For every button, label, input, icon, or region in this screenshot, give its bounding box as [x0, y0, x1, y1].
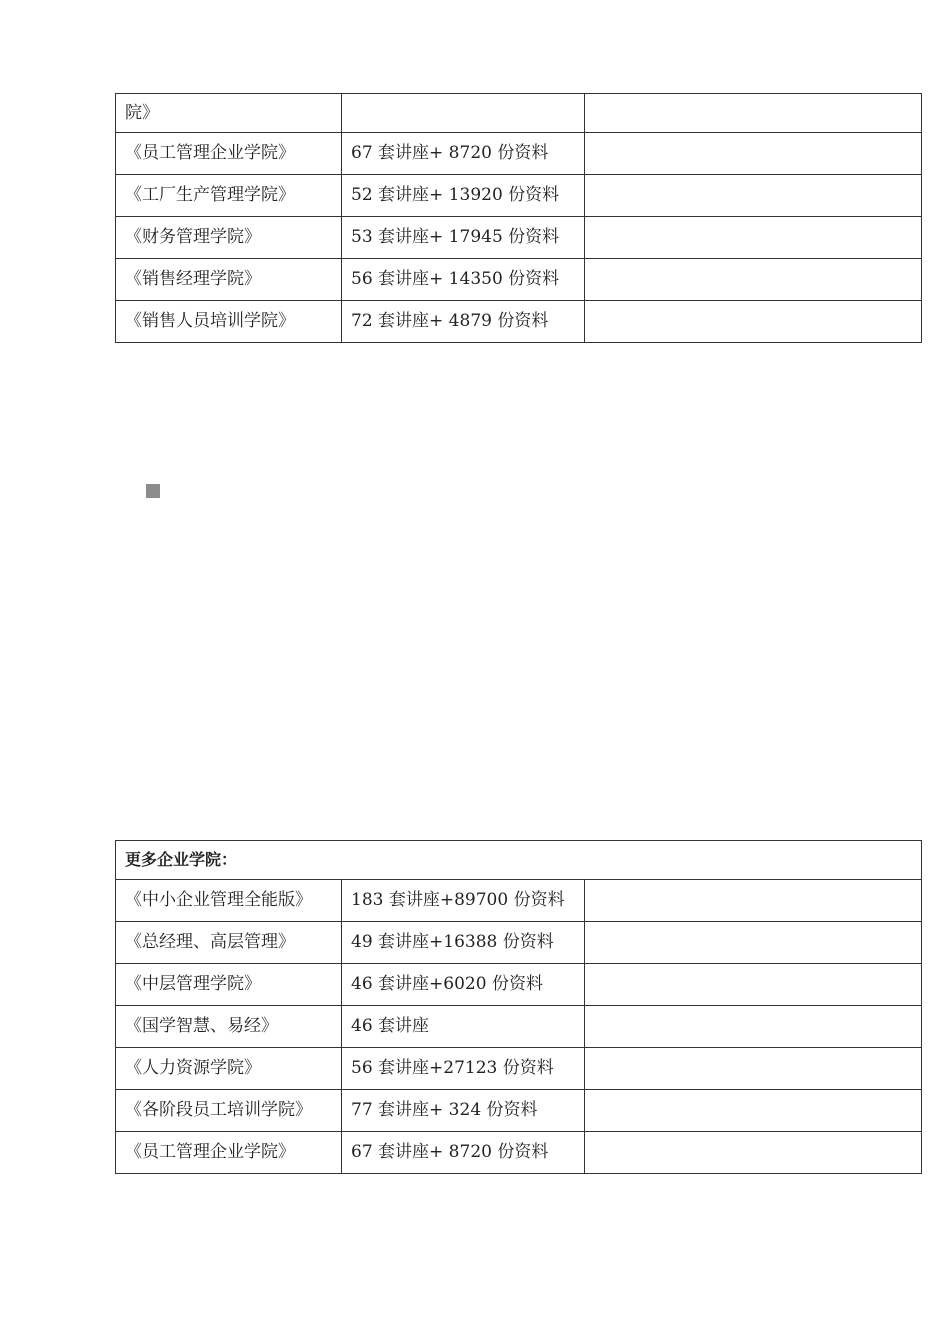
academy-name-cell: 《中层管理学院》	[116, 964, 342, 1006]
academy-detail-cell: 77 套讲座+ 324 份资料	[342, 1090, 585, 1132]
academy-extra-cell	[585, 1090, 922, 1132]
academy-detail-cell: 67 套讲座+ 8720 份资料	[342, 1132, 585, 1174]
academy-name-cell: 《员工管理企业学院》	[116, 133, 342, 175]
academy-name-cell: 《国学智慧、易经》	[116, 1006, 342, 1048]
academy-name-cell: 院》	[116, 94, 342, 133]
academy-detail-cell: 183 套讲座+89700 份资料	[342, 880, 585, 922]
academy-name-cell: 《销售人员培训学院》	[116, 301, 342, 343]
table-row	[116, 133, 922, 175]
table-row	[116, 922, 922, 964]
academy-name-cell: 《销售经理学院》	[116, 259, 342, 301]
table-row	[116, 964, 922, 1006]
academy-detail-cell: 72 套讲座+ 4879 份资料	[342, 301, 585, 343]
table-row	[116, 1006, 922, 1048]
academy-name-cell: 《总经理、高层管理》	[116, 922, 342, 964]
academy-detail-cell: 52 套讲座+ 13920 份资料	[342, 175, 585, 217]
academy-detail-cell	[342, 94, 585, 133]
academy-extra-cell	[585, 301, 922, 343]
academy-table-bottom	[115, 840, 922, 1174]
academy-extra-cell	[585, 94, 922, 133]
table-row	[116, 880, 922, 922]
academy-name-cell: 《各阶段员工培训学院》	[116, 1090, 342, 1132]
academy-detail-cell: 56 套讲座+ 14350 份资料	[342, 259, 585, 301]
academy-name-cell: 《人力资源学院》	[116, 1048, 342, 1090]
table-row	[116, 1132, 922, 1174]
academy-extra-cell	[585, 964, 922, 1006]
academy-name-cell: 《财务管理学院》	[116, 217, 342, 259]
academy-detail-cell: 56 套讲座+27123 份资料	[342, 1048, 585, 1090]
academy-detail-cell: 67 套讲座+ 8720 份资料	[342, 133, 585, 175]
more-academies-heading: 更多企业学院：	[116, 841, 922, 880]
academy-table-top	[115, 93, 922, 343]
academy-extra-cell	[585, 880, 922, 922]
square-bullet-icon	[146, 484, 160, 498]
academy-extra-cell	[585, 259, 922, 301]
academy-extra-cell	[585, 217, 922, 259]
academy-extra-cell	[585, 175, 922, 217]
table-row	[116, 301, 922, 343]
academy-extra-cell	[585, 1006, 922, 1048]
academy-detail-cell: 46 套讲座	[342, 1006, 585, 1048]
table-row	[116, 94, 922, 133]
table-row	[116, 259, 922, 301]
table-row	[116, 175, 922, 217]
academy-name-cell: 《中小企业管理全能版》	[116, 880, 342, 922]
academy-name-cell: 《员工管理企业学院》	[116, 1132, 342, 1174]
table-row	[116, 1090, 922, 1132]
academy-detail-cell: 49 套讲座+16388 份资料	[342, 922, 585, 964]
academy-extra-cell	[585, 1132, 922, 1174]
academy-detail-cell: 46 套讲座+6020 份资料	[342, 964, 585, 1006]
academy-name-cell: 《工厂生产管理学院》	[116, 175, 342, 217]
academy-extra-cell	[585, 133, 922, 175]
table-row	[116, 1048, 922, 1090]
academy-extra-cell	[585, 922, 922, 964]
academy-extra-cell	[585, 1048, 922, 1090]
table-header-row	[116, 841, 922, 880]
table-row	[116, 217, 922, 259]
academy-detail-cell: 53 套讲座+ 17945 份资料	[342, 217, 585, 259]
